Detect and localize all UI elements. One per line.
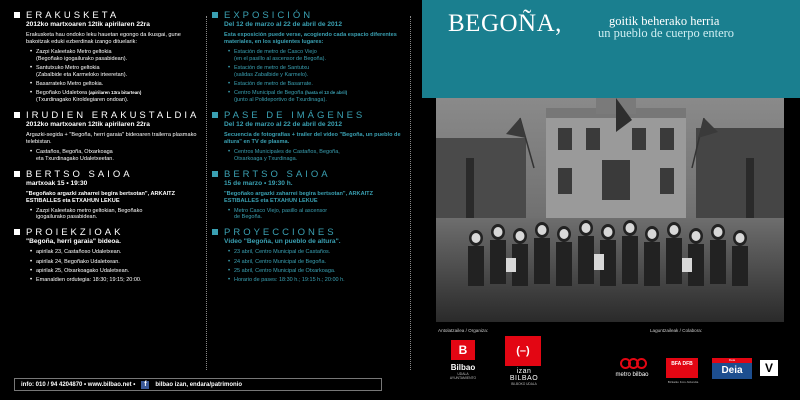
section-bullet (14, 112, 20, 118)
historic-photo (436, 98, 784, 322)
cover-subtitle-es: un pueblo de cuerpo entero (598, 26, 735, 40)
facebook-link[interactable]: bilbao izan, endara/patrimonio (155, 381, 243, 388)
contact-box (14, 378, 382, 391)
contact-footer (14, 378, 394, 394)
section-title: ERAKUSKETA (26, 10, 120, 21)
list-item: • Horario de pases: 18:30 h.; 19:15 h.; 20:00 h. (234, 277, 402, 284)
contact-info[interactable]: info: 010 / 94 4204870 • www.bilbao.net • (21, 381, 136, 388)
column-divider (410, 16, 411, 370)
column-divider (206, 16, 207, 370)
bilbao-logo: B Bilbao UDALA AYUNTAMIENTO (446, 340, 480, 380)
izan-bilbao-logo: (–) izan BILBAO BILBOKO UDALA (502, 336, 546, 386)
section-text: Secuencia de fotografías + trailer del vídeo "Begoña, un pueblo de altura" en TV de plasma. (224, 132, 401, 146)
section-title: PROYECCIONES (224, 227, 337, 239)
metro-bilbao-logo: metro bilbao (608, 358, 656, 378)
list-item: • Estación de metro de Basarrate. (234, 81, 402, 88)
eu-section-irudien (14, 110, 204, 163)
cover-subtitle-eu: goitik beherako herria (609, 14, 720, 28)
section-bullet (14, 171, 20, 177)
list-item: • Estación de metro de Santutxu (salidas Zabalbide y Karmelo). (234, 65, 402, 79)
location-list (212, 149, 402, 163)
section-title: PASE DE IMÁGENES (224, 110, 366, 122)
facebook-icon[interactable]: f (141, 381, 149, 389)
section-date: martxoak 15 • 19:30 (26, 179, 88, 187)
location-list (14, 49, 204, 104)
section-title: IRUDIEN ERAKUSTALDIA (26, 110, 200, 122)
section-bullet (14, 229, 20, 235)
section-date: Vídeo "Begoña, un pueblo de altura". (224, 238, 341, 246)
cover-header (422, 0, 800, 98)
section-title: BERTSO SAIOA (224, 168, 331, 180)
section-title: BERTSO SAIOA (26, 168, 133, 180)
section-text: "Begoñako argazki zaharrei begira bertsotan", ARKAITZ ESTIBALLES eta ETXAHUN LEKUE (224, 190, 374, 204)
list-item: • Basarrateko Metro geltokia. (36, 81, 204, 88)
list-item: • 23 abril, Centro Municipal de Castaños. (234, 249, 402, 256)
section-bullet (212, 112, 218, 118)
section-bullet (14, 12, 20, 18)
historic-photo-drawing (436, 98, 784, 322)
section-text: "Begoñako argazki zaharrei begira bertsotan", ARKAITZ ESTIBALLES eta ETXAHUN LEKUE (26, 190, 176, 204)
deia-logo: Deia Deia (712, 358, 752, 379)
section-date: 15 de marzo • 19:30 h. (224, 179, 293, 187)
collaborators-label: Laguntzaileak / Colabora: (650, 328, 703, 333)
list-item: • Emanaldien ordutegia: 18:30; 19:15; 20:00. (36, 277, 204, 284)
list-item: • apirilak 23, Castañoso Udaletxean. (36, 249, 204, 256)
basque-column (14, 10, 204, 290)
list-item: • Santutxuko Metro geltokia (Zabalbide eta Karmeloko irteeretan). (36, 65, 204, 79)
section-date: Del 12 de marzo al 22 de abril de 2012 (224, 121, 343, 129)
eu-section-erakusketa (14, 10, 204, 104)
cover-panel (422, 0, 800, 400)
eu-section-proiekzioak (14, 227, 204, 284)
list-item: • Begoñako Udaletxea (apirilaren 13ra bitartean) (Txurdinagako Kiroldegiaren ondoan). (36, 90, 204, 104)
section-date: Del 12 de marzo al 22 de abril de 2012 (224, 21, 343, 28)
location-list (212, 49, 402, 104)
section-date: 2012ko martxoaren 12tik apirilaren 22ra (26, 21, 150, 28)
section-bullet (212, 12, 218, 18)
list-item: • 25 abril, Centro Municipal de Otxarkoaga. (234, 268, 402, 275)
list-item: • apirilak 25, Otxarkoagako Udaletxean. (36, 268, 204, 275)
eu-section-bertso (14, 169, 204, 222)
metro-circles-icon (620, 358, 656, 370)
es-section-proyecciones (212, 227, 402, 284)
es-section-exposicion (212, 10, 402, 104)
list-item: • Centros Municipales de Castaños, Begoña, Otxarkoaga y Txurdinaga. (234, 149, 402, 163)
bfa-logo: BFA DFB (666, 358, 698, 378)
list-item: • Zazpi Kaleetako metro geltokian, Begoñako igogailurako pasabidean. (36, 208, 204, 222)
location-list (14, 208, 204, 222)
list-item: • 24 abril, Centro Municipal de Begoña. (234, 259, 402, 266)
organizers-label: Antolatzailea / Organiza: (438, 328, 489, 333)
list-item: • apirilak 24, Begoñako Udaletxean. (36, 259, 204, 266)
section-title: EXPOSICIÓN (224, 10, 314, 21)
list-item: • Castaños, Begoña, Otxarkoaga eta Txurdinagako Udaletxeetan. (36, 149, 204, 163)
section-date: 2012ko martxoaren 12tik apirilaren 22ra (26, 121, 150, 129)
spanish-column (212, 10, 402, 290)
list-item: • Metro Casco Viejo, pasillo al ascensor de Begoña. (234, 208, 402, 222)
v-logo: V (760, 360, 778, 376)
section-text: Argazki-segida + "Begoña, herri garaia" bideoaren trailerra plasmako telebistan. (26, 132, 197, 146)
bfa-subtitle: Bizkaiko Foru Aldundia (667, 380, 699, 384)
schedule-list (212, 249, 402, 284)
list-item: • Centro Municipal de Begoña (hasta el 13 de abril) (junto al Polideportivo de Txurdinaga). (234, 90, 402, 104)
cover-title: BEGOÑA, (448, 10, 562, 37)
location-list (212, 208, 402, 222)
list-item: • Zazpi Kaleetako Metro geltokia (Begoñako igogailurako pasabidean). (36, 49, 204, 63)
section-bullet (212, 229, 218, 235)
location-list (14, 149, 204, 163)
section-text: Esta exposición puede verse, acogiendo cada espacio diferentes materiales, en los siguientes lugares: (224, 32, 397, 45)
schedule-list (14, 249, 204, 284)
section-text: Erakusketa hau ondoko leku hauetan egongo da ikusgai, gune bakoitzak eduki ezberdinak izango dituelarik: (26, 32, 181, 45)
es-section-pase (212, 110, 402, 163)
section-date: "Begoña, herri garaia" bideoa. (26, 238, 121, 246)
list-item: • Estación de metro de Casco Viejo (en el pasillo al ascensor de Begoña). (234, 49, 402, 63)
section-bullet (212, 171, 218, 177)
section-title: PROIEKZIOAK (26, 227, 124, 239)
sponsor-logos (436, 336, 786, 398)
es-section-bertso (212, 169, 402, 222)
